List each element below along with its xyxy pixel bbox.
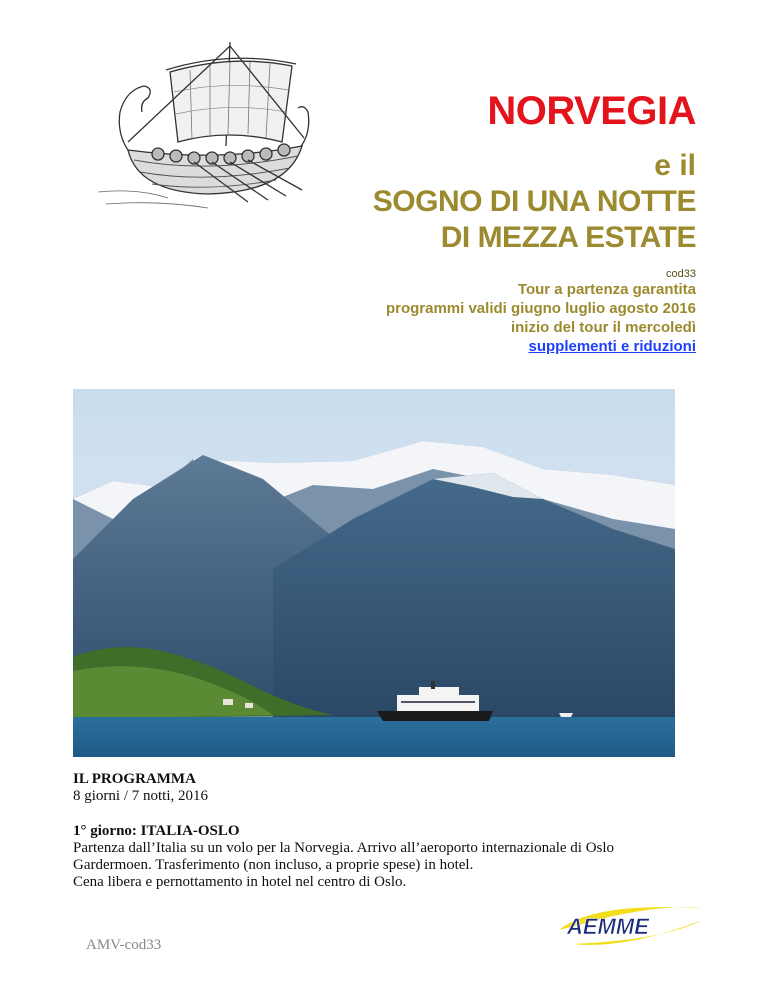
supplements-link[interactable]: supplementi e riduzioni xyxy=(528,338,696,355)
day1-heading: 1° giorno: ITALIA-OSLO xyxy=(73,823,240,839)
aemme-logo xyxy=(553,900,713,952)
day1-line: Gardermoen. Trasferimento (non incluso, a proprie spese) in hotel. xyxy=(73,857,474,873)
subtitle-e-il: e il xyxy=(654,149,696,182)
viking-ship-illustration xyxy=(98,42,320,210)
info-guaranteed: Tour a partenza garantita xyxy=(517,281,696,298)
day1-line: Cena libera e pernottamento in hotel nel centro di Oslo. xyxy=(73,874,407,890)
info-start-day: inizio del tour il mercoledì xyxy=(510,319,696,336)
fjord-photo xyxy=(73,389,675,757)
day1-section xyxy=(73,823,673,891)
tour-code: cod33 xyxy=(666,268,696,280)
day1-line: Partenza dall’Italia su un volo per la Norvegia. Arrivo all’aeroporto internazionale di Oslo xyxy=(73,840,615,856)
info-validity: programmi validi giugno luglio agosto 2016 xyxy=(385,300,696,317)
title-block xyxy=(373,88,696,356)
subtitle-sogno: SOGNO DI UNA NOTTE xyxy=(372,185,696,218)
svg-text:AEMME: AEMME xyxy=(567,914,649,939)
page-title: NORVEGIA xyxy=(487,89,696,133)
program-section xyxy=(73,771,208,805)
program-duration: 8 giorni / 7 notti, 2016 xyxy=(73,788,208,804)
footer-code: AMV-cod33 xyxy=(86,937,162,953)
program-heading: IL PROGRAMMA xyxy=(73,771,196,787)
subtitle-mezza-estate: DI MEZZA ESTATE xyxy=(440,221,696,254)
